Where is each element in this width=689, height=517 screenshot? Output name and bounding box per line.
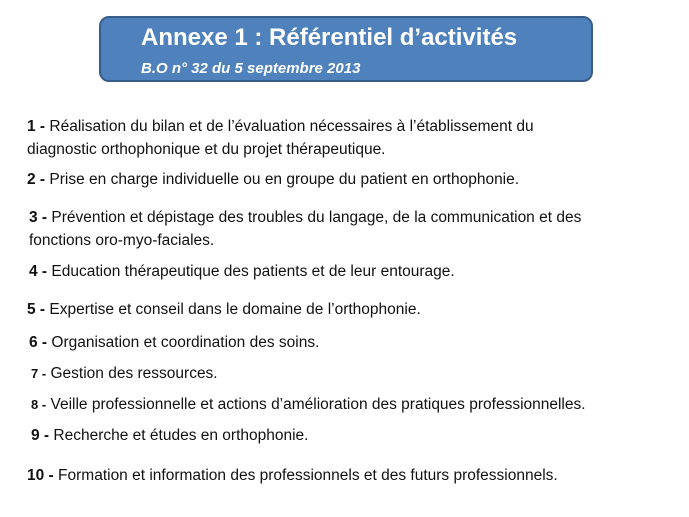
list-item-1	[27, 115, 534, 161]
item-number: 1 -	[27, 118, 46, 135]
item-text: Gestion des ressources.	[50, 365, 218, 382]
item-text: Prévention et dépistage des troubles du langage, de la communication et des	[51, 209, 582, 226]
item-number: 7 -	[31, 366, 47, 381]
item-number: 9 -	[31, 427, 50, 444]
list-item-3	[29, 206, 581, 252]
page-title: Annexe 1 : Référentiel d’activités	[141, 24, 518, 51]
item-text: Veille professionnelle et actions d’amélioration des pratiques professionnelles.	[50, 396, 586, 413]
list-item-6	[29, 331, 319, 354]
list-item-5	[27, 298, 421, 321]
list-item-4	[29, 260, 455, 283]
item-text: Recherche et études en orthophonie.	[53, 427, 309, 444]
item-text: Education thérapeutique des patients et de leur entourage.	[51, 263, 455, 280]
item-text: Organisation et coordination des soins.	[51, 334, 320, 351]
item-number: 10 -	[27, 467, 54, 484]
list-item-9	[31, 424, 308, 447]
list-item-8	[31, 393, 586, 416]
item-number: 2 -	[27, 171, 46, 188]
item-text-continued: fonctions oro-myo-faciales.	[29, 232, 215, 249]
item-number: 4 -	[29, 263, 48, 280]
list-item-10	[27, 464, 558, 487]
list-item-7	[31, 362, 218, 385]
item-text: Réalisation du bilan et de l’évaluation nécessaires à l’établissement du	[49, 118, 534, 135]
title-box	[99, 16, 593, 82]
item-number: 6 -	[29, 334, 48, 351]
item-number: 3 -	[29, 209, 48, 226]
item-number: 5 -	[27, 301, 46, 318]
list-item-2	[27, 168, 519, 191]
item-text-continued: diagnostic orthophonique et du projet thérapeutique.	[27, 141, 386, 158]
item-text: Formation et information des professionnels et des futurs professionnels.	[58, 467, 558, 484]
page-subtitle: B.O n° 32 du 5 septembre 2013	[141, 60, 361, 77]
item-text: Expertise et conseil dans le domaine de l’orthophonie.	[49, 301, 421, 318]
item-text: Prise en charge individuelle ou en groupe du patient en orthophonie.	[49, 171, 520, 188]
item-number: 8 -	[31, 397, 47, 412]
